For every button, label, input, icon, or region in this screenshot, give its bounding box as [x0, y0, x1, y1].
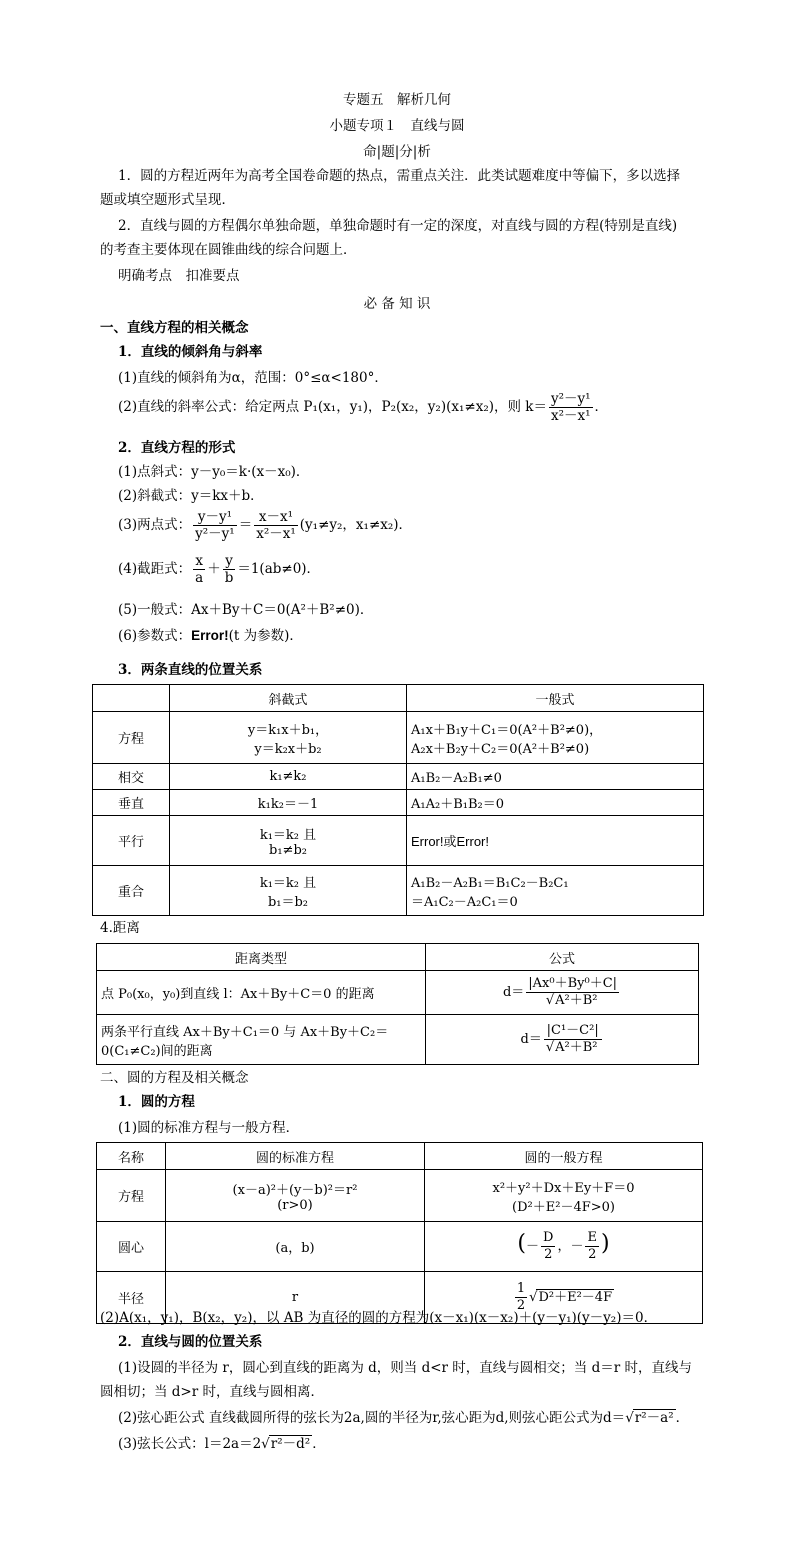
distance-formula-cell: [426, 971, 699, 1015]
two-point-equals: ＝: [238, 517, 253, 533]
row-label: 相交: [93, 764, 170, 790]
table-header-cell: [93, 685, 170, 712]
intercept-num-y: y: [223, 553, 236, 570]
diameter-circle-equation: (2)A(x₁，y₁)，B(x₂，y₂)，以 AB 为直径的圆的方程为(x－x₁)(x－x₂)＋(y－y₁)(y－y₂)＝0．: [100, 1310, 658, 1326]
row-label: 垂直: [93, 790, 170, 816]
center-fraction-d: [541, 1230, 555, 1263]
table-header-cell: 圆的标准方程: [166, 1143, 425, 1170]
circle-equations-intro: (1)圆的标准方程与一般方程．: [118, 1120, 300, 1136]
sqrt-icon: √: [261, 1436, 270, 1452]
intro-p2-line1: 2．直线与圆的方程偶尔单独命题，单独命题时有一定的深度，对直线与圆的方程(特别是直线): [118, 218, 678, 234]
slope-cell: [170, 816, 407, 866]
cell-line: k₁＝k₂ 且: [259, 875, 317, 891]
table-row: [97, 1015, 699, 1065]
section-1-heading: 一、直线方程的相关概念: [100, 320, 249, 336]
standard-center-cell: (a，b): [166, 1222, 425, 1272]
line-circle-relation-line2: 圆相切；当 d>r 时，直线与圆相离．: [100, 1384, 324, 1400]
period: ．: [675, 1410, 690, 1426]
intercept-plus: ＋: [207, 561, 221, 577]
sqrt-content: A²＋B²: [555, 1040, 598, 1055]
table-row: [97, 971, 699, 1015]
parametric-note: (t 为参数)．: [228, 628, 303, 644]
point-line-fraction: [526, 976, 619, 1009]
cell-line: 两条平行直线 Ax＋By＋C₁＝0 与 Ax＋By＋C₂＝: [101, 1024, 389, 1040]
general-cell: [407, 866, 704, 916]
knowledge-heading: 必 备 知 识: [363, 296, 431, 312]
table-row: [93, 790, 704, 816]
line-relations-table: [92, 684, 704, 916]
form-two-point: [118, 508, 412, 542]
slope-cell: [170, 712, 407, 764]
intercept-fraction-x: [193, 553, 205, 586]
subsection-2-1: 1．圆的方程: [118, 1094, 195, 1110]
general-cell: Error!或Error!: [407, 816, 704, 866]
slope-cell: k₁k₂＝－1: [170, 790, 407, 816]
general-equation-cell: [425, 1170, 703, 1222]
subsection-1-2: 2．直线方程的形式: [118, 440, 236, 456]
parametric-label: (6)参数式：: [118, 628, 192, 644]
table-row: [93, 764, 704, 790]
parallel-denominator: [544, 1040, 602, 1056]
formula-prefix: d＝: [502, 985, 525, 1000]
table-header-cell: 距离类型: [97, 944, 426, 971]
cell-line: y＝k₂x＋b₂: [254, 741, 322, 757]
cell-line: b₁≠b₂: [269, 842, 307, 858]
slope-denominator: x²－x¹: [550, 408, 591, 424]
two-point-fraction-1: [193, 509, 237, 542]
sqrt-icon: √: [545, 993, 555, 1008]
form-point-slope: (1)点斜式：y－y₀＝k·(x－x₀)．: [118, 464, 310, 480]
table-header-row: [97, 1143, 703, 1170]
row-label: 重合: [93, 866, 170, 916]
two-point-fraction-2: [254, 509, 298, 542]
distance-formula-cell: [426, 1015, 699, 1065]
row-label: 半径: [97, 1272, 166, 1324]
intro-p3: 明确考点 扣准要点: [118, 268, 240, 284]
two-point-label: (3)两点式：: [118, 517, 192, 533]
row-label: 平行: [93, 816, 170, 866]
two-point-condition: (y₁≠y₂，x₁≠x₂)．: [299, 517, 413, 533]
form-intercept: [118, 552, 320, 586]
table-header-row: [93, 685, 704, 712]
form-slope-intercept: (2)斜截式：y＝kx＋b．: [118, 488, 264, 504]
sqrt-icon: √: [625, 1410, 634, 1426]
intercept-fraction-y: [223, 553, 236, 586]
slope-numerator: y²－y¹: [550, 391, 591, 407]
cell-line: 0(C₁≠C₂)间的距离: [101, 1043, 213, 1059]
chord-length-text: (3)弦长公式：l＝2a＝2: [118, 1436, 262, 1452]
paren-close: ): [600, 1231, 610, 1256]
intro-p1-line1: 1．圆的方程近两年为高考全国卷命题的热点，需重点关注．此类试题难度中等偏下，多以选择: [118, 168, 681, 184]
parallel-numerator: |C¹－C²|: [544, 1023, 602, 1040]
general-center-cell: [425, 1222, 703, 1272]
intercept-den-b: b: [224, 570, 234, 586]
cell-line: y＝k₁x＋b₁，: [247, 722, 329, 738]
slope-fraction: [549, 391, 593, 424]
general-cell: A₁B₂－A₂B₁≠0: [407, 764, 704, 790]
table-row: [93, 816, 704, 866]
slope-period: ．: [594, 399, 609, 415]
sqrt-content: A²＋B²: [555, 993, 598, 1008]
cell-line: (D²＋E²－4F>0): [512, 1199, 615, 1215]
table-row: [97, 1222, 703, 1272]
center-num-e: E: [587, 1230, 597, 1245]
subsection-2-2: 2．直线与圆的位置关系: [118, 1334, 263, 1350]
subsection-1-1: 1．直线的倾斜角与斜率: [118, 344, 263, 360]
general-cell: [407, 712, 704, 764]
table-row: [93, 712, 704, 764]
standard-equation-cell: [166, 1170, 425, 1222]
table-row: [93, 866, 704, 916]
two-point-den-2: x²－x¹: [256, 526, 296, 542]
circle-table: [96, 1142, 703, 1324]
distance-table: [96, 943, 699, 1065]
table-header-cell: 一般式: [407, 685, 704, 712]
table-header-row: [97, 944, 699, 971]
slope-cell: k₁≠k₂: [170, 764, 407, 790]
intercept-condition: ＝1(ab≠0)．: [237, 561, 321, 577]
table-row: [97, 1170, 703, 1222]
paren-open: (: [517, 1231, 527, 1256]
analysis-heading: 命|题|分|析: [363, 144, 431, 160]
center-num-d: D: [543, 1230, 554, 1245]
slope-formula: [118, 390, 608, 424]
table-header-cell: 斜截式: [170, 685, 407, 712]
radius-num: 1: [516, 1281, 526, 1296]
parametric-error: Error!: [191, 628, 229, 643]
center-den-2b: 2: [588, 1247, 597, 1262]
intercept-den-a: a: [195, 570, 204, 586]
form-parametric: [118, 626, 303, 646]
subsection-1-3: 3．两条直线的位置关系: [118, 662, 263, 678]
slope-cell: [170, 866, 407, 916]
parallel-fraction: [544, 1023, 602, 1056]
sqrt-icon: √: [529, 1290, 538, 1305]
cell-line: k₁＝k₂ 且: [259, 827, 317, 843]
chord-distance-text: (2)弦心距公式 直线截圆所得的弦长为2a,圆的半径为r,弦心距为d,则弦心距公式为d＝: [118, 1410, 626, 1426]
center-separator: ，－: [557, 1239, 584, 1254]
point-line-numerator: |Ax⁰＋By⁰＋C|: [528, 976, 618, 991]
point-line-denominator: [526, 993, 619, 1009]
cell-line: (x－a)²＋(y－b)²＝r²: [232, 1182, 358, 1198]
general-cell: A₁A₂＋B₁B₂＝0: [407, 790, 704, 816]
minus-sign: －: [526, 1239, 540, 1254]
center-fraction-e: [585, 1230, 599, 1263]
period: ．: [312, 1436, 326, 1452]
row-label: 方程: [93, 712, 170, 764]
row-label: 圆心: [97, 1222, 166, 1272]
chord-distance-formula: [118, 1408, 689, 1428]
two-point-num-2: x－x¹: [254, 509, 298, 526]
cell-line: ＝A₁C₂－A₂C₁＝0: [411, 894, 518, 910]
radius-den: 2: [516, 1298, 526, 1313]
intercept-num-x: x: [193, 553, 205, 570]
formula-prefix: d＝: [520, 1032, 542, 1047]
intro-p2-line2: 的考查主要体现在圆锥曲线的综合问题上．: [100, 242, 357, 258]
form-general: (5)一般式：Ax＋By＋C＝0(A²＋B²≠0)．: [118, 602, 374, 618]
section-2-heading: 二、圆的方程及相关概念: [100, 1070, 249, 1086]
distance-type-cell: [97, 1015, 426, 1065]
slope-formula-text: (2)直线的斜率公式：给定两点 P₁(x₁，y₁)，P₂(x₂，y₂)(x₁≠x₂)，则 k＝: [118, 399, 547, 415]
cell-line: A₁B₂－A₂B₁＝B₁C₂－B₂C₁: [411, 875, 569, 891]
cell-line: A₁x＋B₁y＋C₁＝0(A²＋B²≠0)，: [411, 722, 603, 738]
page-subtitle: 小题专项１ 直线与圆: [329, 118, 465, 134]
sqrt-content: r²－d²: [270, 1436, 311, 1452]
standard-radius-cell: r: [166, 1272, 425, 1324]
cell-line: (r>0): [277, 1197, 313, 1213]
two-point-num-1: y－y¹: [193, 509, 237, 526]
sqrt-content: r²－a²: [634, 1410, 674, 1426]
intro-p1-line2: 题或填空题形式呈现．: [100, 192, 235, 208]
sqrt-icon: √: [545, 1040, 555, 1055]
center-den-2: 2: [544, 1247, 553, 1262]
slope-angle-text: (1)直线的倾斜角为α，范围：0°≤α<180°．: [118, 370, 388, 386]
table-header-cell: 圆的一般方程: [425, 1143, 703, 1170]
page-title: 专题五 解析几何: [343, 92, 451, 108]
distance-type-cell: 点 P₀(x₀，y₀)到直线 l：Ax＋By＋C＝0 的距离: [97, 971, 426, 1015]
distance-heading: 4.距离: [100, 920, 140, 936]
row-label: 方程: [97, 1170, 166, 1222]
cell-line: A₂x＋B₂y＋C₂＝0(A²＋B²≠0): [411, 741, 590, 757]
chord-length-formula: [118, 1434, 326, 1454]
line-circle-relation-line1: (1)设圆的半径为 r，圆心到直线的距离为 d，则当 d<r 时，直线与圆相交；当 d＝r 时，直线与: [118, 1360, 692, 1376]
cell-line: x²＋y²＋Dx＋Ey＋F＝0: [492, 1180, 635, 1196]
table-header-cell: 公式: [426, 944, 699, 971]
two-point-den-1: y²－y¹: [195, 526, 235, 542]
table-header-cell: 名称: [97, 1143, 166, 1170]
sqrt-content: D²＋E²－4F: [538, 1290, 613, 1305]
cell-line: b₁＝b₂: [267, 894, 309, 910]
intercept-label: (4)截距式：: [118, 561, 192, 577]
